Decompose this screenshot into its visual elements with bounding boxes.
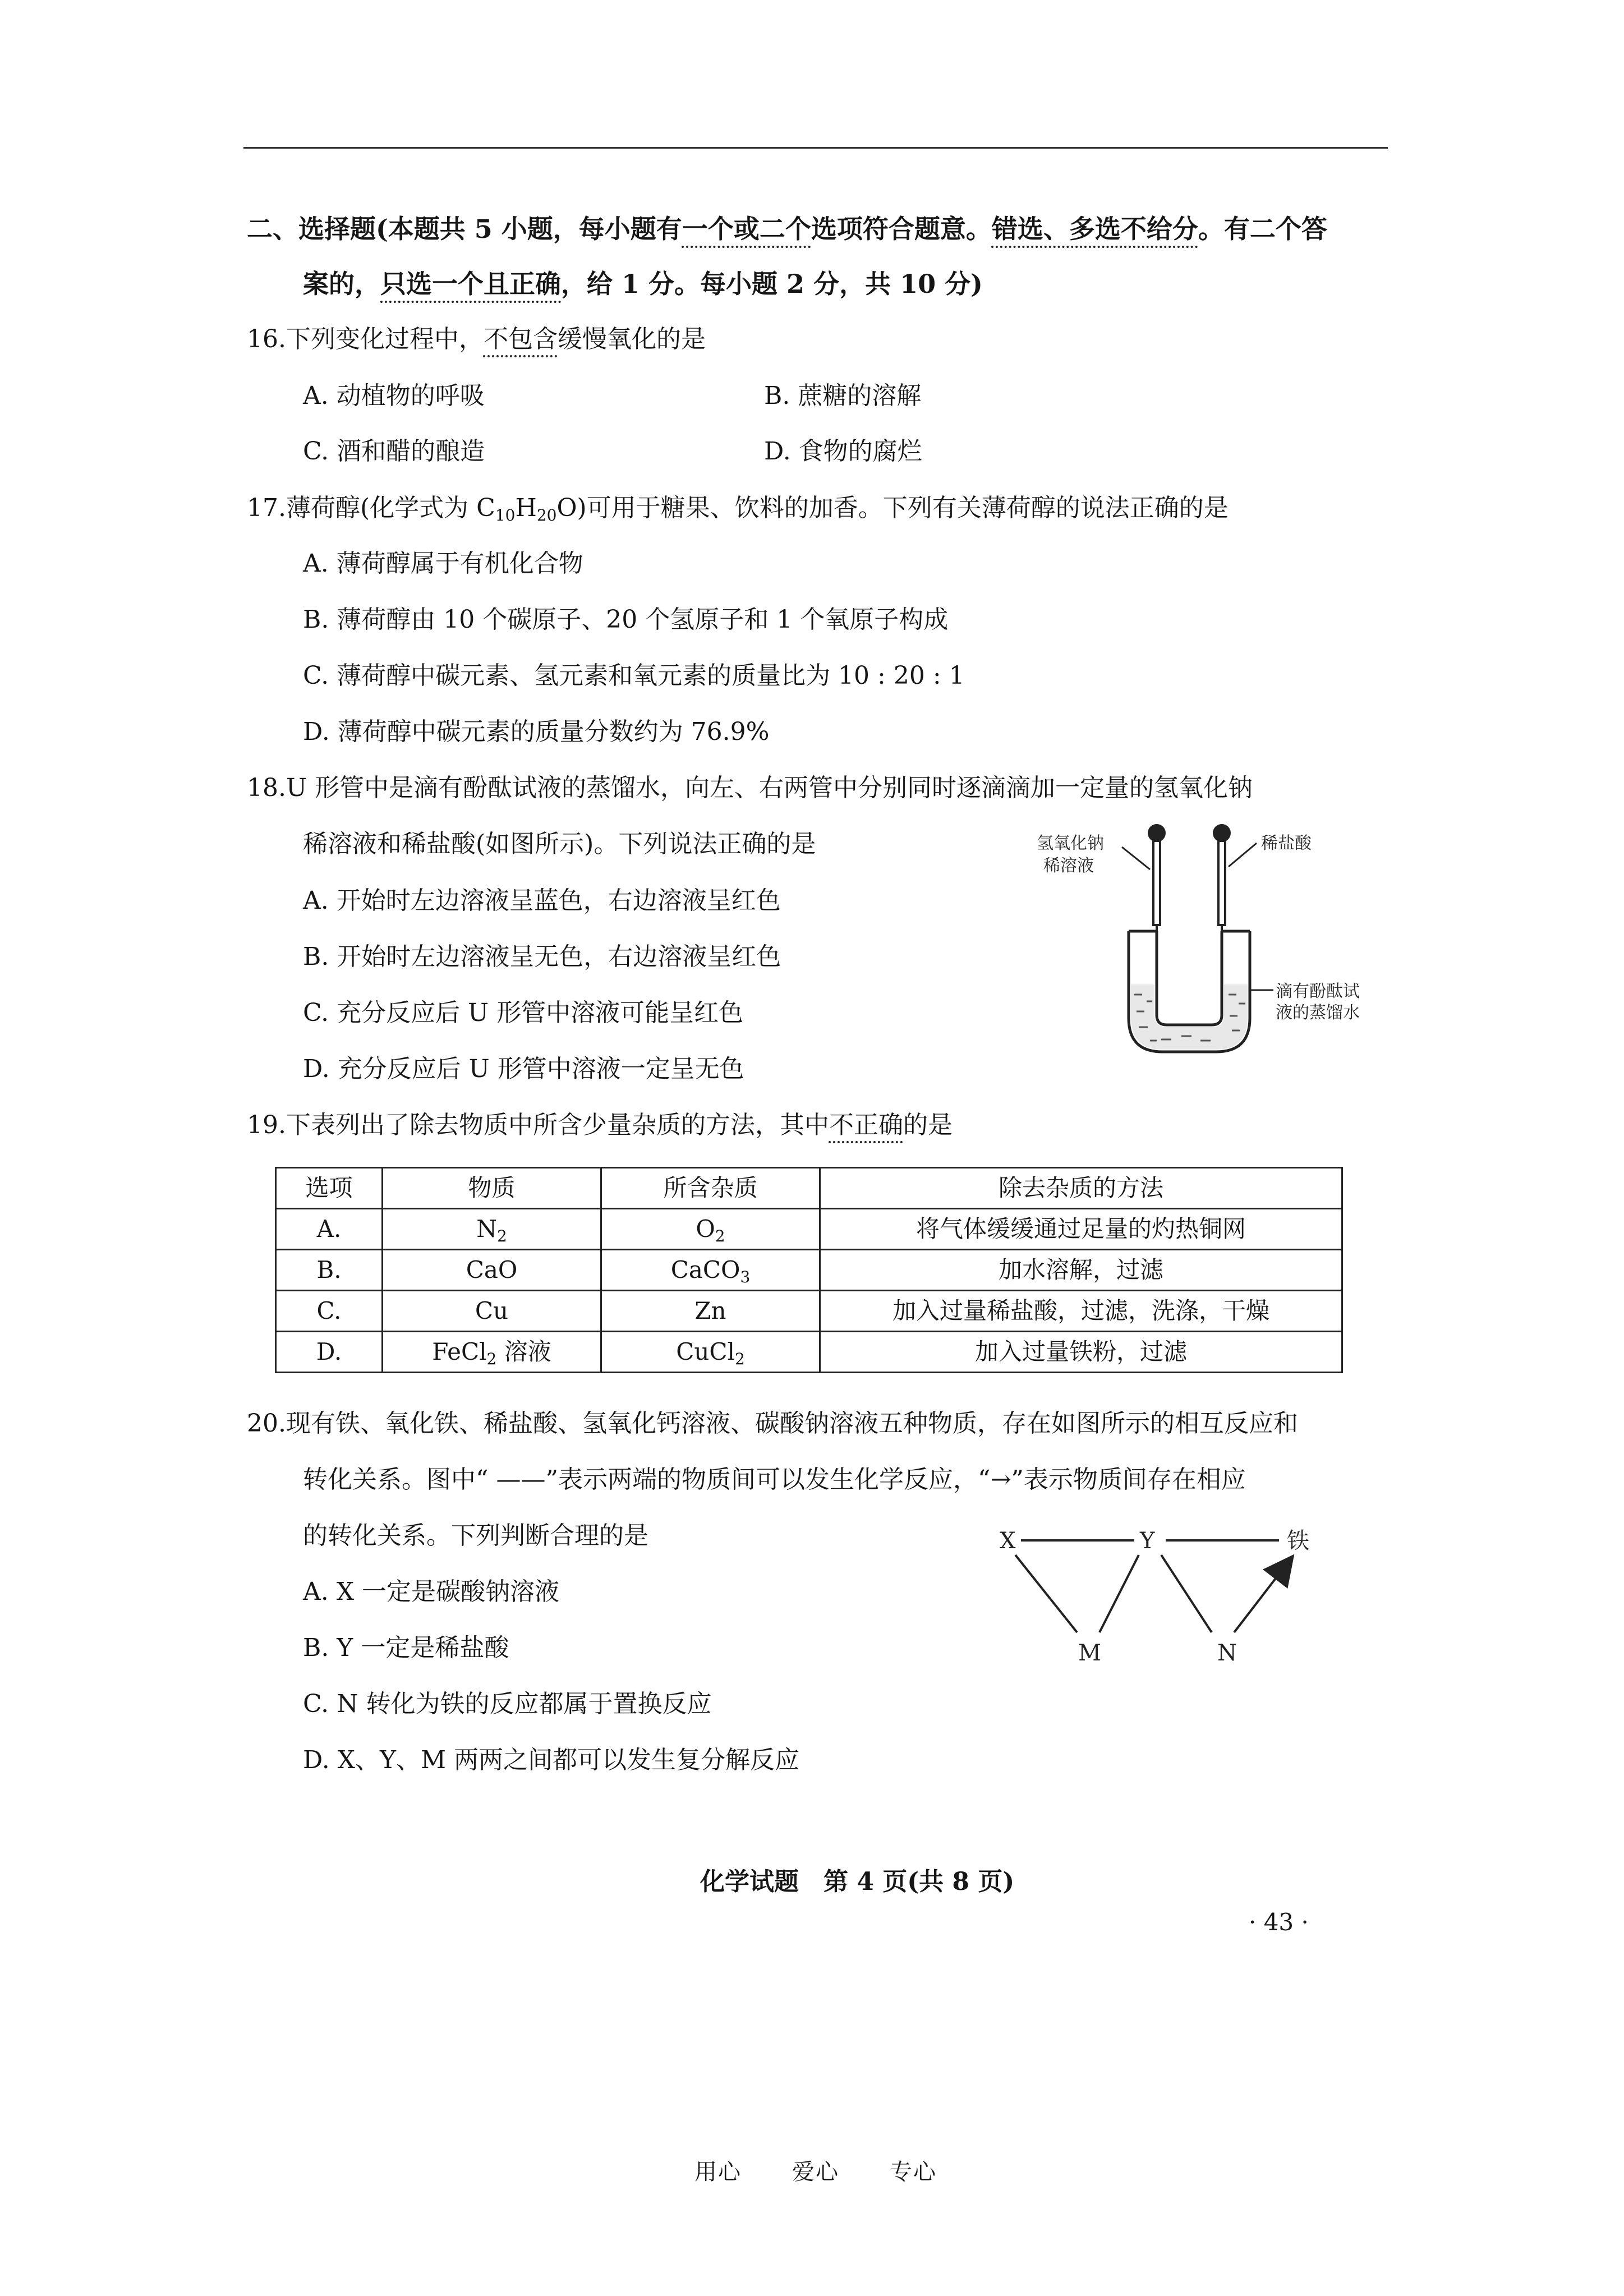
stem-text: 缓慢氧化的是 (557, 325, 706, 353)
stem-text: O)可用于糖果、饮料的加香。下列有关薄荷醇的说法正确的是 (556, 494, 1229, 522)
label-naoh-line2: 稀溶液 (1043, 856, 1094, 876)
q16-option-a: A. 动植物的呼吸 (303, 381, 485, 410)
header-rule (243, 147, 1388, 149)
u-tube-figure (1010, 816, 1380, 1080)
u-tube (1129, 931, 1250, 1052)
bottom-note-item: 用心 (694, 2159, 742, 2185)
cell-option: B. (276, 1250, 383, 1291)
q18-stem-line1: 18.U 形管中是滴有酚酞试液的蒸馏水，向左、右两管中分别同时逐滴滴加一定量的氢氧化钠 (247, 774, 1253, 802)
q17-option-a: A. 薄荷醇属于有机化合物 (303, 549, 583, 578)
stem-emphasis: 不包含 (483, 325, 558, 353)
header-method: 除去杂质的方法 (820, 1168, 1342, 1209)
stem-text: H (515, 494, 537, 522)
cell-substance: CaO (383, 1250, 601, 1291)
bottom-note-item: 爱心 (792, 2159, 839, 2185)
label-hcl: 稀盐酸 (1261, 834, 1312, 853)
q18-option-c: C. 充分反应后 U 形管中溶液可能呈红色 (303, 999, 744, 1027)
node-n: N (1217, 1640, 1237, 1666)
table-row (276, 1209, 1342, 1250)
edge-x-m (1015, 1555, 1077, 1632)
label-naoh-line1: 氢氧化钠 (1037, 834, 1104, 853)
q18-option-a: A. 开始时左边溶液呈蓝色，右边溶液呈红色 (303, 886, 781, 915)
relation-diagram (987, 1520, 1346, 1672)
section-heading-line2 (303, 268, 983, 300)
q20-stem-line3: 的转化关系。下列判断合理的是 (303, 1521, 648, 1550)
arrow-n-to-iron (1234, 1559, 1290, 1632)
node-y: Y (1140, 1528, 1155, 1554)
impurity-table (275, 1167, 1343, 1373)
q17-option-c: C. 薄荷醇中碳元素、氢元素和氧元素的质量比为 10 : 20 : 1 (303, 661, 965, 690)
cell-option: C. (276, 1291, 383, 1332)
cell-impurity: CuCl$_2$ (601, 1332, 820, 1373)
stem-text: 17.薄荷醇(化学式为 C (247, 494, 495, 522)
cell-substance: Cu (383, 1291, 601, 1332)
cell-method: 将气体缓缓通过足量的灼热铜网 (820, 1209, 1342, 1250)
label-water-line1: 滴有酚酞试 (1276, 982, 1360, 1001)
section-heading-line1 (247, 213, 1327, 245)
q20-option-a: A. X 一定是碳酸钠溶液 (303, 1577, 560, 1606)
right-dropper-icon (1213, 824, 1231, 940)
stem-text: 16.下列变化过程中， (247, 325, 484, 353)
header-option: 选项 (276, 1168, 383, 1209)
cell-substance: $N_2$ (383, 1209, 601, 1250)
q18-stem-line2: 稀溶液和稀盐酸(如图所示)。下列说法正确的是 (303, 830, 816, 858)
cell-method: 加入过量稀盐酸，过滤，洗涤，干燥 (820, 1291, 1342, 1332)
q20-option-c: C. N 转化为铁的反应都属于置换反应 (303, 1690, 712, 1718)
stem-emphasis: 不正确 (829, 1111, 903, 1139)
edge-y-m (1099, 1555, 1139, 1632)
subscript: 10 (495, 506, 516, 524)
heading-text: 二、选择题(本题共 5 小题，每小题有 (247, 214, 682, 244)
bottom-note (694, 2154, 987, 2186)
q18-option-d: D. 充分反应后 U 形管中溶液一定呈无色 (303, 1055, 744, 1083)
subscript: 20 (536, 506, 557, 524)
q16-option-d: D. 食物的腐烂 (764, 437, 922, 466)
q16-option-b: B. 蔗糖的溶解 (764, 381, 922, 410)
edge-y-n (1161, 1555, 1212, 1632)
node-m: M (1078, 1640, 1101, 1666)
heading-emphasis: 只选一个且正确 (380, 269, 561, 299)
stem-text: 19.下表列出了除去物质中所含少量杂质的方法，其中 (247, 1111, 829, 1139)
table-row (276, 1332, 1342, 1373)
table-row (276, 1250, 1342, 1291)
label-water-line2: 液的蒸馏水 (1276, 1003, 1360, 1023)
stem-text: 的是 (903, 1111, 953, 1139)
header-substance: 物质 (383, 1168, 601, 1209)
heading-text: 案的， (303, 269, 380, 299)
node-x: X (1000, 1528, 1016, 1554)
heading-emphasis: 错选、多选不给分 (991, 214, 1198, 244)
heading-emphasis: 一个或二个 (682, 214, 811, 244)
q19-stem (247, 1110, 953, 1141)
header-impurity: 所含杂质 (601, 1168, 820, 1209)
cell-impurity: Zn (601, 1291, 820, 1332)
q17-stem (247, 493, 1229, 524)
cell-option: D. (276, 1332, 383, 1373)
left-dropper-icon (1148, 824, 1166, 940)
q16-option-c: C. 酒和醋的酿造 (303, 437, 485, 466)
q20-stem-line1: 20.现有铁、氧化铁、稀盐酸、氢氧化钙溶液、碳酸钠溶液五种物质，存在如图所示的相互反应和 (247, 1409, 1298, 1438)
heading-text: 选项符合题意。 (811, 214, 992, 244)
q20-stem-line2: 转化关系。图中“ ——”表示两端的物质间可以发生化学反应，“→”表示物质间存在相应 (303, 1465, 1246, 1494)
heading-text: 。有二个答 (1198, 214, 1327, 244)
cell-method: 加水溶解，过滤 (820, 1250, 1342, 1291)
cell-substance: FeCl$_2$ 溶液 (383, 1332, 601, 1373)
cell-impurity: $O_2$ (601, 1209, 820, 1250)
q16-stem (247, 324, 706, 355)
page-number: · 43 · (1249, 1908, 1309, 1936)
q17-option-b: B. 薄荷醇由 10 个碳原子、20 个氢原子和 1 个氧原子构成 (303, 605, 949, 634)
q20-option-b: B. Y 一定是稀盐酸 (303, 1634, 509, 1662)
table-header-row (276, 1168, 1342, 1209)
q18-option-b: B. 开始时左边溶液呈无色，右边溶液呈红色 (303, 942, 781, 971)
node-iron: 铁 (1287, 1528, 1309, 1554)
page-footer-title: 化学试题 第 4 页(共 8 页) (700, 1867, 1015, 1896)
cell-option: A. (276, 1209, 383, 1250)
heading-text: ，给 1 分。每小题 2 分，共 10 分) (561, 269, 983, 299)
bottom-note-item: 专心 (890, 2159, 937, 2185)
table-row (276, 1291, 1342, 1332)
q20-option-d: D. X、Y、M 两两之间都可以发生复分解反应 (303, 1746, 800, 1774)
cell-method: 加入过量铁粉，过滤 (820, 1332, 1342, 1373)
cell-impurity: CaCO$_3$ (601, 1250, 820, 1291)
q17-option-d: D. 薄荷醇中碳元素的质量分数约为 76.9% (303, 717, 770, 746)
